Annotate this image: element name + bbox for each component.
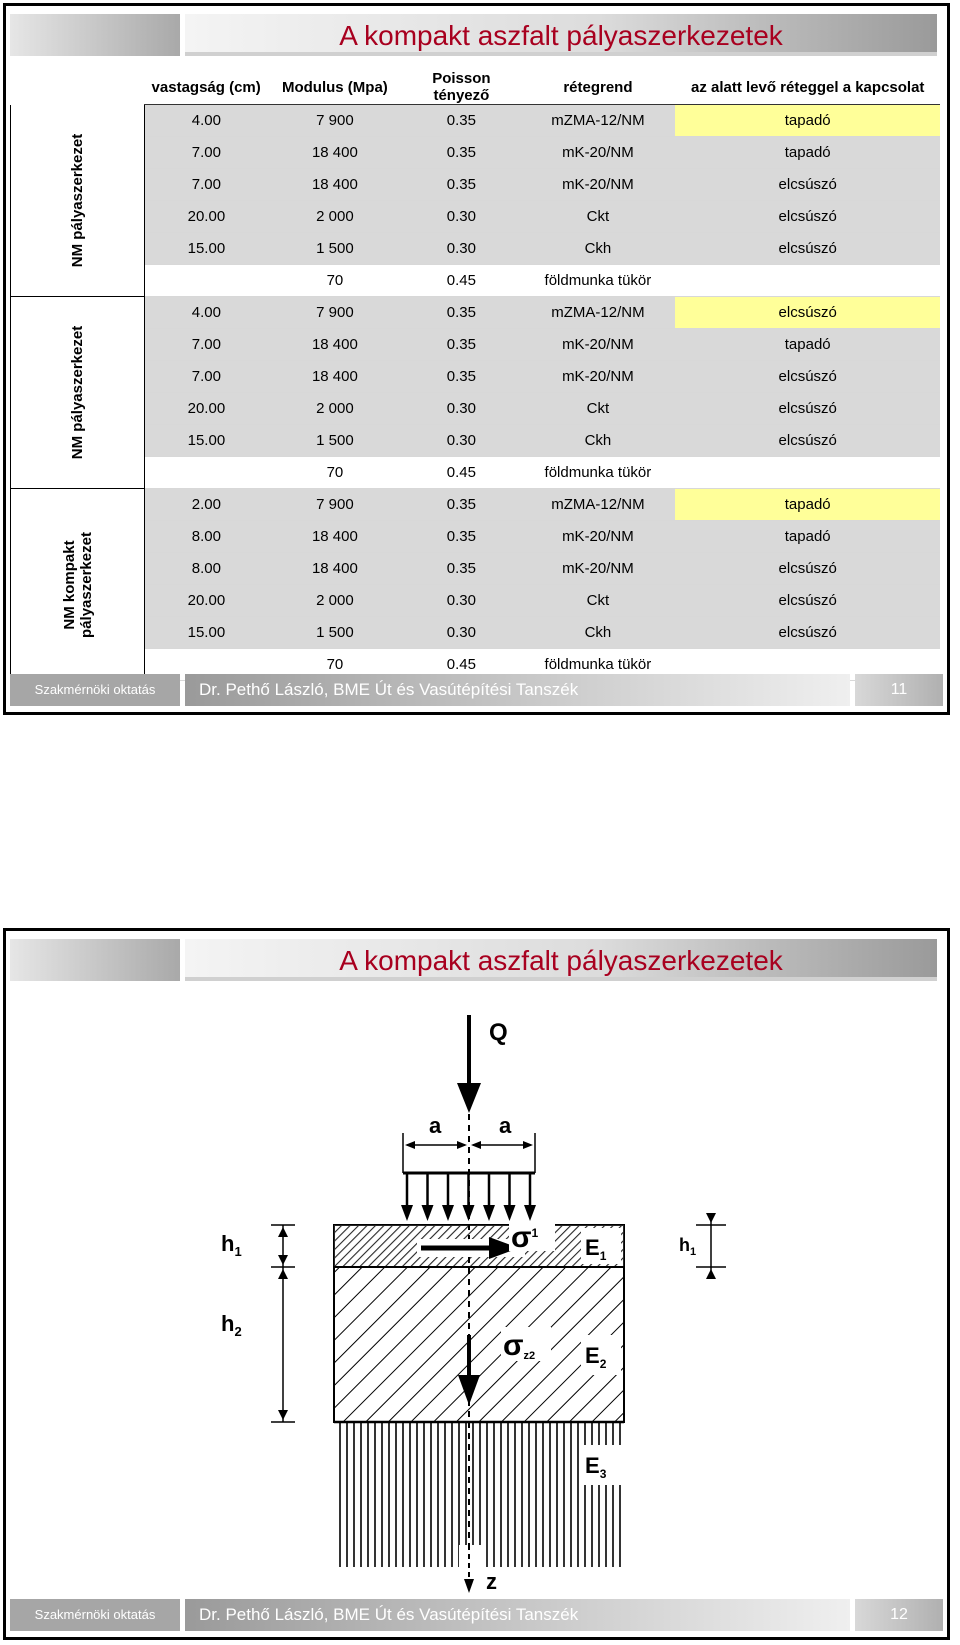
- load-label: Q: [489, 1019, 508, 1046]
- cell-poisson: 0.35: [402, 297, 520, 329]
- table-row: [11, 425, 941, 457]
- col-header-modulus: Modulus (Mpa): [267, 70, 402, 105]
- cell-modulus: 70: [267, 457, 402, 489]
- footer-author: Dr. Pethő László, BME Út és Vasútépítési Tanszék: [185, 674, 850, 706]
- cell-thickness: 15.00: [145, 617, 268, 649]
- group-label: [11, 105, 145, 297]
- cell-poisson: 0.30: [402, 201, 520, 233]
- cell-modulus: 18 400: [267, 137, 402, 169]
- cell-thickness: 7.00: [145, 361, 268, 393]
- table-row: [11, 233, 941, 265]
- label-e1: $E_1$: [585, 1235, 607, 1263]
- table-row: [11, 489, 941, 521]
- title-bar: [10, 14, 937, 56]
- cell-layer: mK-20/NM: [520, 361, 675, 393]
- cell-bond: elcsúszó: [675, 393, 940, 425]
- table-row: [11, 521, 941, 553]
- cell-bond: elcsúszó: [675, 617, 940, 649]
- footer-author: Dr. Pethő László, BME Út és Vasútépítési Tanszék: [185, 1599, 850, 1631]
- cell-poisson: 0.30: [402, 585, 520, 617]
- cell-poisson: 0.35: [402, 105, 520, 137]
- cell-bond: elcsúszó: [675, 361, 940, 393]
- title-bar-left-panel: [10, 939, 180, 981]
- distributed-load-arrows: [401, 1173, 536, 1221]
- slide-title: A kompakt aszfalt pályaszerkezetek: [339, 20, 783, 51]
- cell-thickness: [145, 457, 268, 489]
- cell-bond: [675, 457, 940, 489]
- group-label-text: [61, 532, 95, 638]
- load-arrow-head: [483, 1205, 495, 1221]
- cell-thickness: 7.00: [145, 169, 268, 201]
- table-row: [11, 297, 941, 329]
- cell-layer: földmunka tükör: [520, 457, 675, 489]
- slide-11: [3, 3, 950, 715]
- cell-bond: elcsúszó: [675, 201, 940, 233]
- group-label-line: NM kompakt: [60, 539, 78, 630]
- table-row: [11, 585, 941, 617]
- cell-poisson: 0.45: [402, 265, 520, 297]
- cell-layer: mK-20/NM: [520, 169, 675, 201]
- table-row: [11, 169, 941, 201]
- footer-page-number: 12: [855, 1599, 943, 1631]
- cell-layer: Ckh: [520, 425, 675, 457]
- cell-bond: [675, 265, 940, 297]
- load-arrow-head: [504, 1205, 516, 1221]
- cell-bond: elcsúszó: [675, 233, 940, 265]
- footer: [10, 1599, 943, 1631]
- cell-modulus: 1 500: [267, 233, 402, 265]
- cell-poisson: 0.35: [402, 137, 520, 169]
- table-row: [11, 553, 941, 585]
- group-label: [11, 297, 145, 489]
- table-row: [11, 457, 941, 489]
- cell-thickness: 7.00: [145, 329, 268, 361]
- cell-thickness: 20.00: [145, 201, 268, 233]
- cell-thickness: 20.00: [145, 585, 268, 617]
- load-arrow-head: [442, 1205, 454, 1221]
- cell-modulus: 2 000: [267, 585, 402, 617]
- pavement-layers-table: [10, 70, 940, 681]
- title-bar-left-panel: [10, 14, 180, 56]
- cell-layer: földmunka tükör: [520, 265, 675, 297]
- cell-modulus: 7 900: [267, 105, 402, 137]
- cell-layer: Ckh: [520, 617, 675, 649]
- cell-modulus: 18 400: [267, 361, 402, 393]
- group-header-blank: [11, 70, 145, 105]
- layer-2: [334, 1267, 624, 1422]
- cell-bond: elcsúszó: [675, 169, 940, 201]
- cell-poisson: 0.35: [402, 521, 520, 553]
- table-row: [11, 361, 941, 393]
- cell-layer: mZMA-12/NM: [520, 489, 675, 521]
- cell-layer: mK-20/NM: [520, 137, 675, 169]
- group-label-text: NM pályaszerkezet: [69, 133, 87, 267]
- label-h1-left: $h_1$: [221, 1231, 242, 1259]
- group-label-line: pályaszerkezet: [77, 531, 95, 638]
- load-arrow-head: [422, 1205, 434, 1221]
- table-row: [11, 617, 941, 649]
- cell-thickness: 8.00: [145, 521, 268, 553]
- load-arrow-head: [463, 1205, 475, 1221]
- col-header-thickness: vastagság (cm): [145, 70, 268, 105]
- cell-thickness: 8.00: [145, 553, 268, 585]
- cell-poisson: 0.30: [402, 617, 520, 649]
- col-header-layer: rétegrend: [520, 70, 675, 105]
- label-z: z: [486, 1569, 497, 1594]
- footer: [10, 674, 943, 706]
- cell-bond: elcsúszó: [675, 553, 940, 585]
- group-label-text: NM pályaszerkezet: [69, 325, 87, 460]
- label-sigma-z2: σz2: [503, 1329, 536, 1362]
- table-header-row: [11, 70, 941, 105]
- cell-modulus: 70: [267, 649, 402, 681]
- cell-poisson: 0.30: [402, 233, 520, 265]
- cell-poisson: 0.30: [402, 393, 520, 425]
- cell-modulus: 1 500: [267, 425, 402, 457]
- label-e3: $E_3$: [585, 1453, 607, 1481]
- cell-layer: mK-20/NM: [520, 553, 675, 585]
- cell-layer: mZMA-12/NM: [520, 105, 675, 137]
- cell-thickness: [145, 265, 268, 297]
- label-e2: $E_2$: [585, 1343, 607, 1371]
- slide-title: A kompakt aszfalt pályaszerkezetek: [339, 945, 783, 976]
- cell-thickness: 20.00: [145, 393, 268, 425]
- cell-modulus: 2 000: [267, 201, 402, 233]
- cell-modulus: 18 400: [267, 169, 402, 201]
- cell-poisson: 0.45: [402, 457, 520, 489]
- cell-bond: tapadó: [675, 521, 940, 553]
- cell-layer: mK-20/NM: [520, 329, 675, 361]
- footer-course: Szakmérnöki oktatás: [10, 1599, 180, 1631]
- cell-modulus: 7 900: [267, 297, 402, 329]
- table-row: [11, 265, 941, 297]
- load-arrow-head: [401, 1205, 413, 1221]
- cell-poisson: 0.35: [402, 169, 520, 201]
- cell-thickness: 15.00: [145, 233, 268, 265]
- cell-layer: Ckt: [520, 585, 675, 617]
- label-sigma1: $\sigma^1$: [511, 1221, 539, 1254]
- cell-thickness: 2.00: [145, 489, 268, 521]
- load-arrow-head: [524, 1205, 536, 1221]
- slide-12: [3, 928, 950, 1640]
- cell-modulus: 18 400: [267, 521, 402, 553]
- table-row: [11, 105, 941, 137]
- cell-layer: Ckh: [520, 233, 675, 265]
- cell-bond: tapadó: [675, 329, 940, 361]
- footer-page-number: 11: [855, 674, 943, 706]
- table-row: [11, 393, 941, 425]
- cell-thickness: 7.00: [145, 137, 268, 169]
- cell-poisson: 0.35: [402, 329, 520, 361]
- cell-modulus: 2 000: [267, 393, 402, 425]
- cell-poisson: 0.35: [402, 553, 520, 585]
- cell-bond: tapadó: [675, 489, 940, 521]
- cell-poisson: 0.35: [402, 361, 520, 393]
- cell-modulus: 7 900: [267, 489, 402, 521]
- cell-bond: elcsúszó: [675, 297, 940, 329]
- cell-layer: földmunka tükör: [520, 649, 675, 681]
- layered-pavement-stress-diagram: [171, 1005, 911, 1601]
- table-row: [11, 329, 941, 361]
- cell-bond: elcsúszó: [675, 585, 940, 617]
- footer-course: Szakmérnöki oktatás: [10, 674, 180, 706]
- cell-poisson: 0.45: [402, 649, 520, 681]
- table-body: [11, 105, 941, 681]
- cell-modulus: 70: [267, 265, 402, 297]
- table-row: [11, 137, 941, 169]
- cell-thickness: 15.00: [145, 425, 268, 457]
- col-header-bond: az alatt levő réteggel a kapcsolat: [675, 70, 940, 105]
- dim-a-left: a: [429, 1113, 442, 1138]
- cell-thickness: 4.00: [145, 105, 268, 137]
- cell-layer: Ckt: [520, 393, 675, 425]
- cell-thickness: 4.00: [145, 297, 268, 329]
- table-row: [11, 201, 941, 233]
- cell-modulus: 1 500: [267, 617, 402, 649]
- cell-modulus: 18 400: [267, 553, 402, 585]
- label-h1-right: $h_1$: [679, 1235, 697, 1258]
- cell-poisson: 0.35: [402, 489, 520, 521]
- cell-layer: mK-20/NM: [520, 521, 675, 553]
- group-label: [11, 489, 145, 681]
- title-bar: [10, 939, 937, 981]
- cell-poisson: 0.30: [402, 425, 520, 457]
- cell-bond: tapadó: [675, 137, 940, 169]
- cell-modulus: 18 400: [267, 329, 402, 361]
- cell-layer: mZMA-12/NM: [520, 297, 675, 329]
- dim-a-right: a: [499, 1113, 512, 1138]
- cell-bond: tapadó: [675, 105, 940, 137]
- label-h2-left: $h_2$: [221, 1311, 242, 1339]
- cell-layer: Ckt: [520, 201, 675, 233]
- cell-bond: elcsúszó: [675, 425, 940, 457]
- col-header-poisson: Poisson tényező: [402, 70, 520, 105]
